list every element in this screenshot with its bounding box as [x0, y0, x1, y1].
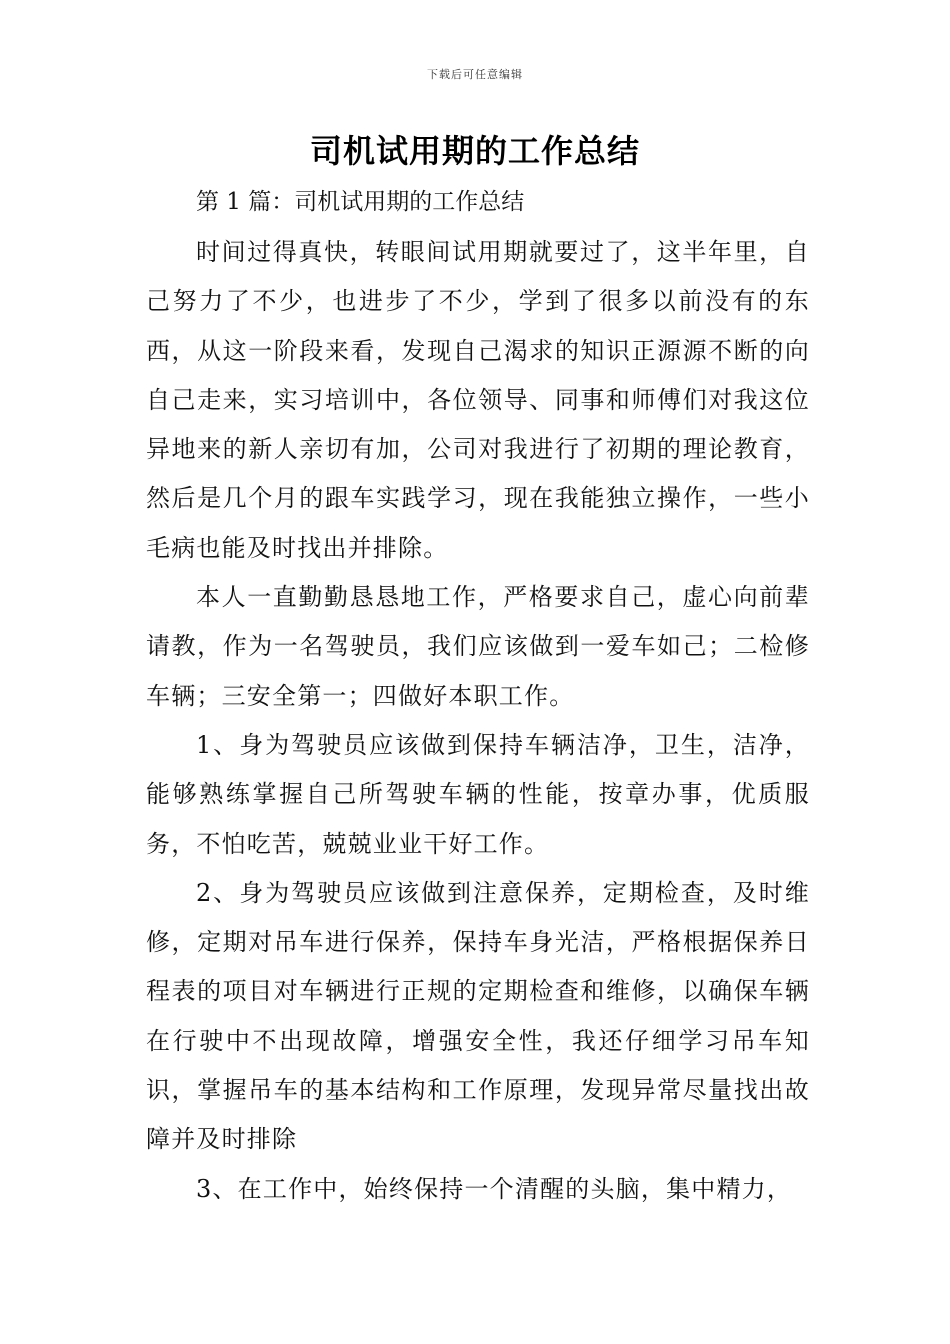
- document-title: 司机试用期的工作总结: [309, 132, 640, 170]
- header-note: 下载后可任意编辑: [427, 68, 523, 81]
- paragraph-intro: 时间过得真快，转眼间试用期就要过了，这半年里，自己努力了不少，也进步了不少，学到了很多以前没有的东西，从这一阶段来看，发现自己渴求的知识正源源不断的向自己走来，实习培训中，各位领导、同事和师傅们对我这位异地来的新人亲切有加，公司对我进行了初期的理论教育，然后是几个月的跟车实践学习，现在我能独立操作，一些小毛病也能及时找出并排除。: [146, 238, 810, 562]
- paragraph-item-3: 3、在工作中，始终保持一个清醒的头脑，集中精力，: [196, 1174, 793, 1203]
- paragraph-item-2: 2、身为驾驶员应该做到注意保养，定期检查，及时维修，定期对吊车进行保养，保持车身光洁，严格根据保养日程表的项目对车辆进行正规的定期检查和维修，以确保车辆在行驶中不出现故障，增强安全性，我还仔细学习吊车知识，掌握吊车的基本结构和工作原理，发现异常尽量找出故障并及时排除: [146, 878, 810, 1154]
- body-text: [146, 228, 810, 1214]
- paragraph-attitude: 本人一直勤勤恳恳地工作，严格要求自己，虚心向前辈请教，作为一名驾驶员，我们应该做到一爱车如己；二检修车辆；三安全第一；四做好本职工作。: [146, 583, 810, 710]
- section-heading: 第 1 篇：司机试用期的工作总结: [196, 189, 525, 215]
- paragraph-item-1: 1、身为驾驶员应该做到保持车辆洁净，卫生，洁净，能够熟练掌握自己所驾驶车辆的性能，按章办事，优质服务，不怕吃苦，兢兢业业干好工作。: [146, 730, 810, 858]
